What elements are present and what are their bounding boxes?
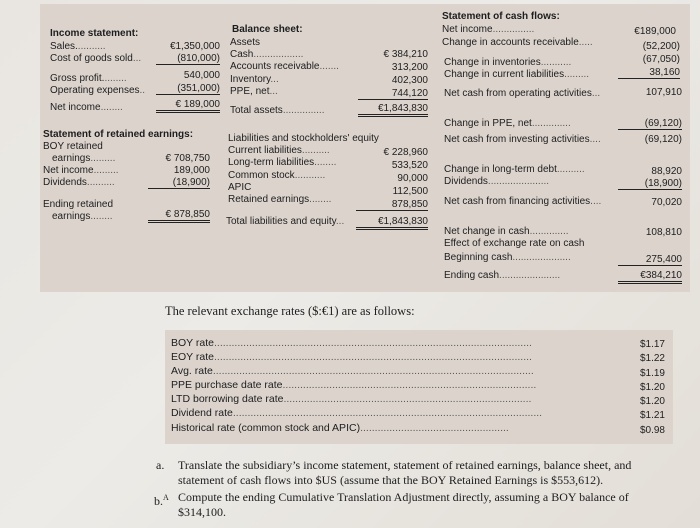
cashflow-end-value: €384,210 [618,270,682,284]
retained-boy-label: BOY retained [43,141,103,152]
rate-value-ltd: $1.20 [639,396,665,407]
rate-value-dividend: $1.21 [639,410,665,421]
income-ni-label: Net income........ [50,102,123,113]
rate-value-boy: $1.17 [639,339,665,350]
cashflow-ar-label: Change in accounts receivable..... [442,37,593,48]
cashflow-inv-label: Change in inventories........... [444,57,572,68]
balance-cl-label: Current liabilities.......... [228,145,330,156]
cashflow-invact-value: (69,120) [644,134,682,145]
cashflow-fin-value: 70,020 [651,197,682,208]
balance-apic-value: 112,500 [392,186,428,197]
rate-label-historical: Historical rate (common stock and APIC)................................................... [171,422,509,434]
retained-end-value: € 878,850 [148,209,210,223]
rate-label-dividend: Dividend rate.......................................................................................................... [171,407,543,419]
balance-cs-label: Common stock........... [228,170,326,181]
income-gross-value: 540,000 [183,70,220,81]
balance-title: Balance sheet: [232,24,303,35]
cashflow-ops-value: 107,910 [645,87,682,98]
rate-label-avg: Avg. rate.............................................................................................................. [171,365,534,377]
rate-label-eoy: EOY rate............................................................................................................. [171,351,532,363]
cashflow-chg-label: Net change in cash.............. [444,226,569,237]
cashflow-inv-value: (67,050) [642,54,680,65]
balance-re-label: Retained earnings........ [228,194,332,205]
income-cogs-value: (810,000) [156,53,220,65]
balance-liab-title: Liabilities and stockholders' equity [228,133,379,144]
retained-end-label-2: earnings........ [52,211,113,222]
balance-ta-value: €1,843,830 [358,103,428,117]
cashflow-ltd-label: Change in long-term debt.......... [444,164,585,175]
rate-label-boy: BOY rate............................................................................................................. [171,337,532,349]
rate-label-ltd: LTD borrowing date rate..................................................................................... [171,393,532,405]
balance-assets-label: Assets [230,37,261,48]
cashflow-ar-value: (52,200) [642,41,680,52]
income-gross-label: Gross profit......... [50,73,127,84]
balance-ar-label: Accounts receivable....... [230,61,339,72]
question-b-marker: b.$^A$ [154,493,169,508]
cashflow-title: Statement of cash flows: [442,11,560,22]
cashflow-fx-label: Effect of exchange rate on cash [444,238,585,249]
cashflow-ni-value: €189,000 [634,26,676,37]
balance-tle-value: €1,843,830 [356,216,428,230]
cashflow-cl-value: 38,160 [618,67,680,79]
cashflow-cl-label: Change in current liabilities......... [444,69,590,80]
income-sales-value: €1,350,000 [169,41,220,52]
balance-cs-value: 90,000 [397,173,428,184]
financial-statements-box [40,4,690,292]
cashflow-chg-value: 108,810 [645,227,682,238]
rate-value-historical: $0.98 [639,425,665,436]
balance-ppe-label: PPE, net... [230,86,278,97]
income-opex-label: Operating expenses.. [50,85,146,96]
retained-end-label: Ending retained [43,199,114,210]
cashflow-beg-label: Beginning cash..................... [444,252,571,263]
cashflow-beg-value: 275,400 [618,254,682,266]
balance-cash-value: € 384,210 [383,49,428,60]
cashflow-ppe-label: Change in PPE, net.............. [444,118,571,129]
rates-intro: The relevant exchange rates ($:€1) are as follows: [165,304,415,318]
retained-ni-value: 189,000 [173,165,210,176]
question-a-text: Translate the subsidiary’s income statement, statement of retained earnings, balance sheet, and statement of cash flows into $US (assume that the BOY Retained Earnings is $553,612). [178,458,632,487]
retained-div-value: (18,900) [148,177,210,189]
question-a-marker: a. [156,458,165,472]
cashflow-div-value: (18,900) [618,178,682,190]
question-b-text: Compute the ending Cumulative Translation Adjustment directly, assuming a BOY balance of $314,100. [178,490,629,519]
cashflow-end-label: Ending cash...................... [444,270,561,281]
balance-cash-label: Cash.................. [230,49,304,60]
rate-value-ppe: $1.20 [639,382,665,393]
balance-ltl-value: 533,520 [391,160,428,171]
rate-value-avg: $1.19 [639,368,665,379]
balance-ppe-value: 744,120 [358,88,428,100]
income-cogs-label: Cost of goods sold... [50,53,142,64]
cashflow-ops-label: Net cash from operating activities... [444,88,601,99]
retained-div-label: Dividends.......... [43,177,115,188]
cashflow-invact-label: Net cash from investing activities.... [444,134,601,145]
balance-re-value: 878,850 [356,199,428,211]
income-statement-title: Income statement: [50,28,139,39]
cashflow-ppe-value: (69,120) [618,118,682,130]
cashflow-div-label: Dividends...................... [444,176,550,187]
rate-value-eoy: $1.22 [639,353,665,364]
balance-cl-value: € 228,960 [383,147,428,158]
retained-boy-label-2: earnings......... [52,153,116,164]
income-ni-value: € 189,000 [156,99,220,113]
balance-ta-label: Total assets............... [230,105,325,116]
balance-apic-label: APIC [228,182,252,193]
income-sales-label: Sales........... [50,41,106,52]
balance-tle-label: Total liabilities and equity... [226,216,345,227]
exchange-rates-box [165,330,673,444]
retained-title: Statement of retained earnings: [43,129,194,140]
balance-ar-value: 313,200 [391,62,428,73]
retained-ni-label: Net income......... [43,165,119,176]
balance-inv-label: Inventory... [230,74,279,85]
balance-ltl-label: Long-term liabilities........ [228,157,337,168]
rate-label-ppe: PPE purchase date rate....................................................................................... [171,379,537,391]
retained-boy-value: € 708,750 [165,153,210,164]
income-opex-value: (351,000) [156,83,220,95]
balance-inv-value: 402,300 [391,75,428,86]
cashflow-fin-label: Net cash from financing activities.... [444,196,602,207]
cashflow-ni-label: Net income............... [442,24,535,35]
cashflow-ltd-value: 88,920 [651,166,682,177]
